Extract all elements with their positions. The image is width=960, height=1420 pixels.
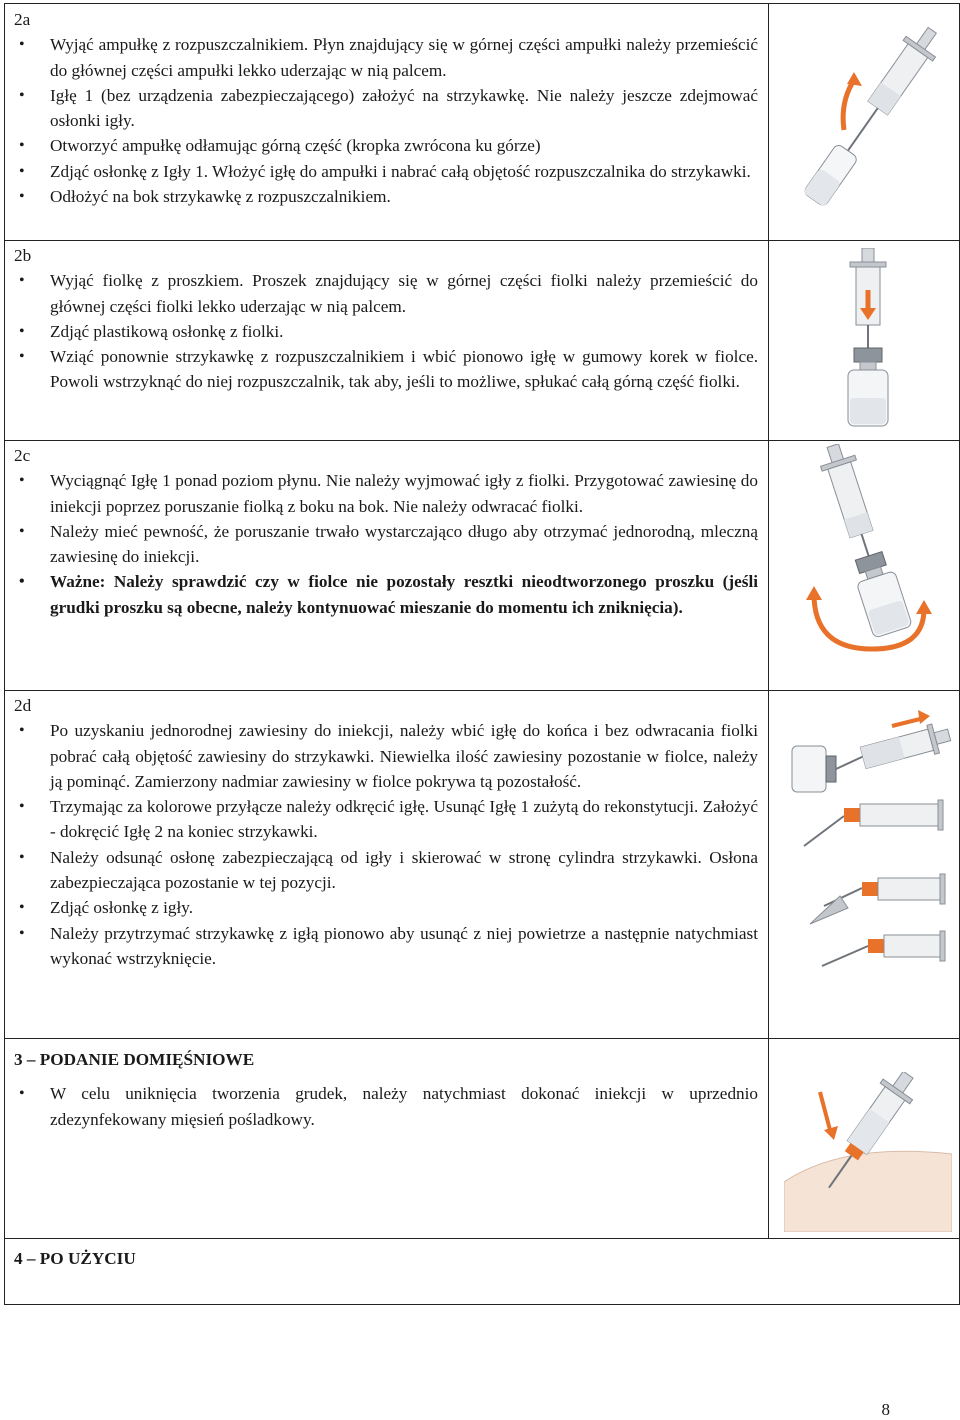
list-item: • Otworzyć ampułkę odłamując górną część (kropka zwrócona ku górze) <box>14 133 758 158</box>
row-divider-4 <box>4 1238 960 1239</box>
section-4 <box>14 1246 758 1271</box>
instruction-list <box>14 468 758 620</box>
section-2d <box>14 693 758 971</box>
list-item: • Trzymając za kolorowe przyłącze należy odkręcić igłę. Usunąć Igłę 1 zużytą do rekonstytucji. Założyć - dokręcić Igłę 2 na koniec strzykawki. <box>14 794 758 845</box>
list-item: • Wyjąć ampułkę z rozpuszczalnikiem. Płyn znajdujący się w górnej części ampułki należy przemieścić do głównej części ampułki lekko uderzając w nią palcem. <box>14 32 758 83</box>
column-divider <box>768 3 769 1238</box>
illustration-swirl-vial <box>784 444 952 679</box>
illustration-intramuscular-injection <box>784 1072 952 1232</box>
list-item: • Należy przytrzymać strzykawkę z igłą pionowo aby usunąć z niej powietrze a następnie natychmiast wykonać wstrzyknięcie. <box>14 921 758 972</box>
row-divider-2b <box>4 240 960 241</box>
section-heading: 2c <box>14 446 31 465</box>
list-item: • Zdjąć plastikową osłonkę z fiolki. <box>14 319 758 344</box>
illustration-withdraw-and-needle-change <box>784 696 952 1026</box>
section-heading: 2a <box>14 10 31 29</box>
section-3 <box>14 1047 758 1132</box>
list-item: • Igłę 1 (bez urządzenia zabezpieczającego) założyć na strzykawkę. Nie należy jeszcze zdejmować osłonki igły. <box>14 83 758 134</box>
instruction-list <box>14 32 758 209</box>
section-heading: 2b <box>14 246 32 265</box>
list-item: • Należy odsunąć osłonę zabezpieczającą od igły i skierować w stronę cylindra strzykawki. Osłona zabezpieczająca pozostanie w tej pozycji. <box>14 845 758 896</box>
illustration-syringe-ampoule <box>784 12 952 232</box>
list-item: • Wyciągnąć Igłę 1 ponad poziom płynu. Nie należy wyjmować igły z fiolki. Przygotować zawiesinę do iniekcji poprzez poruszanie fiolką z boku na bok. Nie należy odwracać fiolki. <box>14 468 758 519</box>
instruction-list <box>14 268 758 394</box>
section-heading: 4 – PO UŻYCIU <box>14 1249 136 1268</box>
section-heading: 3 – PODANIE DOMIĘŚNIOWE <box>14 1050 255 1069</box>
section-2a <box>14 7 758 209</box>
section-2c <box>14 443 758 620</box>
instruction-list <box>14 1081 758 1132</box>
row-divider-2c <box>4 440 960 441</box>
list-item: • W celu uniknięcia tworzenia grudek, należy natychmiast dokonać iniekcji w uprzednio zdezynfekowany mięsień pośladkowy. <box>14 1081 758 1132</box>
list-item: • Po uzyskaniu jednorodnej zawiesiny do iniekcji, należy wbić igłę do końca i bez odwracania fiolki pobrać całą objętość zawiesiny do strzykawki. Niewielka ilość zawiesiny pozostanie w fiolce, należy ją pominąć. Zamierzony nadmiar zawiesiny w fiolce pokrywa tą pozostałość. <box>14 718 758 794</box>
page-number: 8 <box>881 1400 890 1419</box>
list-item: • Wziąć ponownie strzykawkę z rozpuszczalnikiem i wbić pionowo igłę w gumowy korek w fiolce. Powoli wstrzyknąć do niej rozpuszczalnik, tak aby, jeśli to możliwe, spłukać całą górną część fiolki. <box>14 344 758 395</box>
row-divider-2d <box>4 690 960 691</box>
instruction-list <box>14 718 758 971</box>
list-item: • Zdjąć osłonkę z igły. <box>14 895 758 920</box>
list-item-important: • Ważne: Należy sprawdzić czy w fiolce nie pozostały resztki nieodtworzonego proszku (jeśli grudki proszku są obecne, należy kontynuować mieszanie do momentu ich zniknięcia). <box>14 569 758 620</box>
list-item: • Należy mieć pewność, że poruszanie trwało wystarczająco długo aby otrzymać jednorodną, mleczną zawiesinę do iniekcji. <box>14 519 758 570</box>
list-item: • Odłożyć na bok strzykawkę z rozpuszczalnikiem. <box>14 184 758 209</box>
section-2b <box>14 243 758 395</box>
row-divider-3 <box>4 1038 960 1039</box>
illustration-syringe-into-vial <box>784 248 952 433</box>
list-item: • Zdjąć osłonkę z Igły 1. Włożyć igłę do ampułki i nabrać całą objętość rozpuszczalnika do strzykawki. <box>14 159 758 184</box>
list-item: • Wyjąć fiolkę z proszkiem. Proszek znajdujący się w górnej części fiolki należy przemieścić do głównej części fiolki lekko uderzając w nią palcem. <box>14 268 758 319</box>
section-heading: 2d <box>14 696 32 715</box>
